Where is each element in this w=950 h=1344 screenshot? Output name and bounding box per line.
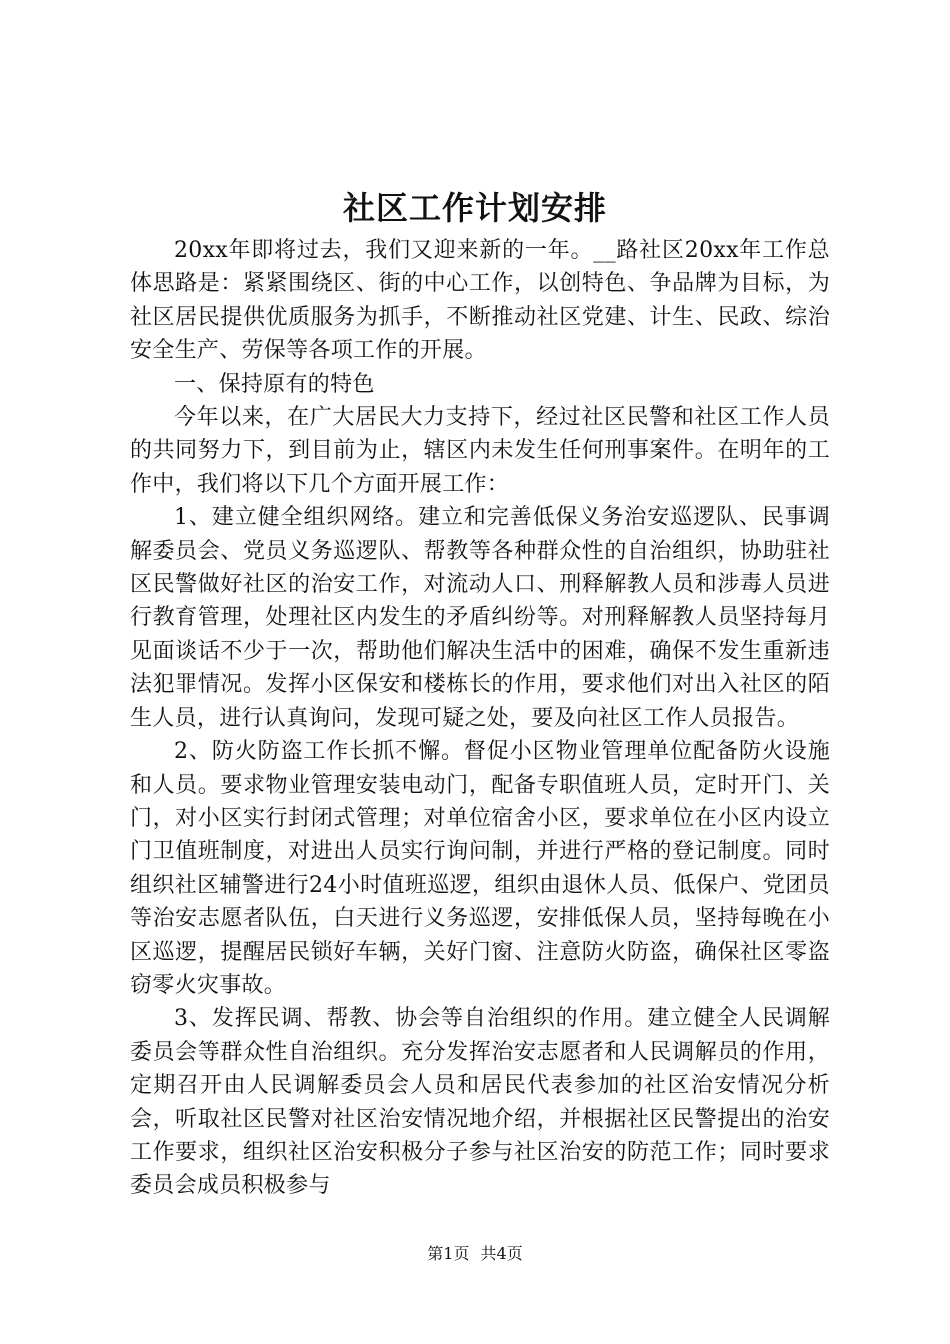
page-footer [0, 1243, 950, 1265]
paragraph-intro: 20xx年即将过去，我们又迎来新的一年。__路社区20xx年工作总体思路是：紧紧围绕区、街的中心工作，以创特色、争品牌为目标，为社区居民提供优质服务为抓手，不断推动社区党建、计生、民政、综治安全生产、劳保等各项工作的开展。 [130, 238, 830, 364]
document-title: 社区工作计划安排 [342, 189, 607, 227]
paragraph-item-2: 2、防火防盗工作长抓不懈。督促小区物业管理单位配备防火设施和人员。要求物业管理安装电动门，配备专职值班人员，定时开门、关门，对小区实行封闭式管理；对单位宿舍小区，要求单位在小区内设立门卫值班制度，对进出人员实行询问制，并进行严格的登记制度。同时组织社区辅警进行24小时值班巡逻，组织由退休人员、低保户、党团员等治安志愿者队伍，白天进行义务巡逻，安排低保人员，坚持每晚在小区巡逻，提醒居民锁好车辆，关好门窗、注意防火防盗，确保社区零盗窃零火灾事故。 [130, 739, 830, 998]
paragraph-item-1: 1、建立健全组织网络。建立和完善低保义务治安巡逻队、民事调解委员会、党员义务巡逻队、帮教等各种群众性的自治组织，协助驻社区民警做好社区的治安工作，对流动人口、刑释解教人员和涉毒人员进行教育管理，处理社区内发生的矛盾纠纷等。对刑释解教人员坚持每月见面谈话不少于一次，帮助他们解决生活中的困难，确保不发生重新违法犯罪情况。发挥小区保安和楼栋长的作用，要求他们对出入社区的陌生人员，进行认真询问，发现可疑之处，要及向社区工作人员报告。 [130, 505, 830, 731]
paragraph-item-3: 3、发挥民调、帮教、协会等自治组织的作用。建立健全人民调解委员会等群众性自治组织。充分发挥治安志愿者和人民调解员的作用，定期召开由人民调解委员会人员和居民代表参加的社区治安情况分析会，听取社区民警对社区治安情况地介绍，并根据社区民警提出的治安工作要求，组织社区治安积极分子参与社区治安的防范工作；同时要求委员会成员积极参与 [130, 1006, 830, 1199]
document-body [130, 234, 830, 1203]
page-number: 第1页 [427, 1244, 470, 1263]
paragraph-overview: 今年以来，在广大居民大力支持下，经过社区民警和社区工作人员的共同努力下，到目前为止，辖区内未发生任何刑事案件。在明年的工作中，我们将以下几个方面开展工作： [130, 405, 830, 497]
section-heading-1: 一、保持原有的特色 [174, 371, 375, 397]
page-total: 共4页 [480, 1244, 523, 1263]
